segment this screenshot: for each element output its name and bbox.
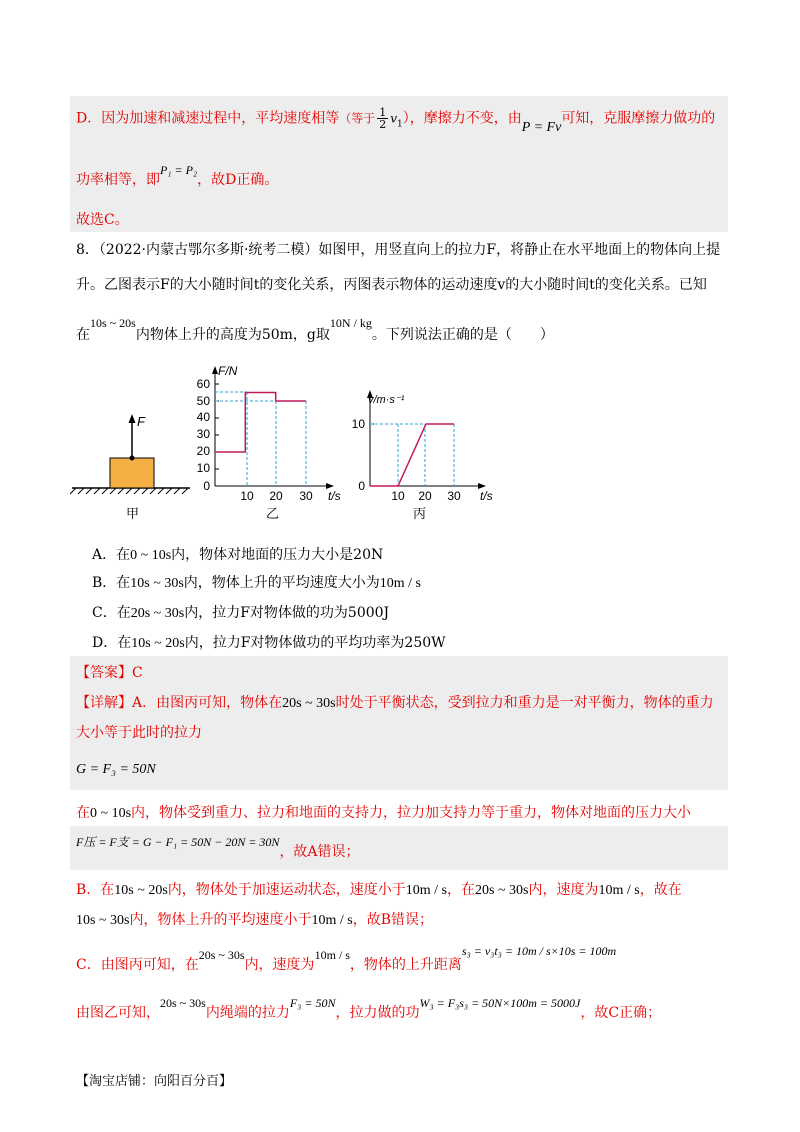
detail-a-line3: 在0 ~ 10s内，物体受到重力、拉力和地面的支持力，拉力加支持力等于重力，物体对地面的压力大小 [76, 805, 692, 821]
bing-x-ticks [391, 489, 461, 503]
yi-xlabel: t/s [328, 489, 341, 503]
yi-guides [215, 392, 306, 486]
option-a: A．在0 ~ 10s内，物体对地面的压力大小是20N [92, 547, 384, 563]
half-fraction: $\frac{1}{2}$ [379, 106, 387, 131]
force-arrow-head [129, 414, 136, 423]
yi-ytick: 60 [196, 377, 210, 391]
object-block [110, 458, 154, 488]
ground-hatching [70, 488, 188, 494]
bing-ylabel: v/m·s⁻¹ [368, 394, 405, 406]
bing-velocity-series [370, 424, 454, 486]
caption-bing: 丙 [413, 506, 427, 521]
force-label: F [137, 414, 145, 429]
bing-xlabel: t/s [480, 489, 493, 503]
yi-xtick: 30 [299, 489, 313, 503]
q8-line2: 升。乙图表示F的大小随时间t的变化关系，丙图表示物体的运动速度v的大小随时间t的变化关系。已知 [76, 277, 707, 293]
caption-yi: 乙 [266, 506, 280, 521]
yi-ytick: 40 [196, 410, 210, 424]
yi-ylabel: F/N [218, 364, 238, 378]
question-figure [70, 360, 510, 525]
q8-line1: 8．（2022·内蒙古鄂尔多斯·统考二模）如图甲，用竖直向上的拉力F，将静止在水平地面上的物体向上提 [76, 242, 721, 258]
figure-bing [352, 390, 493, 521]
footer-shop: 【淘宝店铺：向阳百分百】 [76, 1074, 233, 1089]
q8-line3: 在10s ~ 20s内物体上升的高度为50m，g取10N / kg。下列说法正确的是（ ） [76, 316, 554, 343]
detail-b-line1: B．在10s ~ 20s内，物体处于加速运动状态，速度小于10m / s，在20s ~ 30s内，速度为10m / s，故在 [76, 882, 682, 898]
detail-eq-g: G = F₃ = 50N [76, 762, 156, 777]
option-d: D．在10s ~ 20s内，拉力F对物体做功的平均功率为250W [92, 635, 446, 651]
yi-ytick: 10 [196, 461, 210, 475]
bing-xtick: 20 [418, 489, 432, 503]
yi-ytick: 30 [196, 427, 210, 441]
detail-c-line1: C．由图丙可知，在20s ~ 30s内，速度为10m / s，物体的上升距离s₃ = v₃t₃ = 10m / s×10s = 100m [76, 944, 617, 973]
yi-x-ticks [240, 489, 313, 503]
bing-ytick: 0 [358, 479, 365, 493]
bing-xtick: 10 [391, 489, 405, 503]
d-explain-line2: 功率相等，即P₁ = P₂，故D正确。 [76, 163, 279, 188]
detail-a-line1: 【详解】A．由图丙可知，物体在20s ~ 30s时处于平衡状态，受到拉力和重力是一对平衡力，物体的重力 [76, 695, 714, 711]
figure-yi [197, 364, 341, 521]
bing-ytick: 10 [351, 417, 365, 431]
yi-xtick: 10 [240, 489, 254, 503]
answer-line: 【答案】C [76, 665, 143, 681]
option-c: C．在20s ~ 30s内，拉力F对物体做的功为5000J [92, 605, 390, 621]
bing-xtick: 30 [447, 489, 461, 503]
detail-b-line2: 10s ~ 30s内，物体上升的平均速度小于10m / s，故B错误； [76, 912, 434, 928]
yi-ytick: 0 [203, 479, 210, 493]
yi-ytick: 20 [196, 444, 210, 458]
detail-c-line2: 由图乙可知，20s ~ 30s内绳端的拉力F₃ = 50N，拉力做的功W₃ = F₃s₃ = 50N×100m = 5000J，故C正确； [76, 996, 662, 1021]
yi-y-ticks [197, 377, 211, 493]
caption-jia: 甲 [126, 506, 140, 521]
detail-a-line2: 大小等于此时的拉力 [76, 725, 202, 741]
figure-jia [70, 414, 190, 521]
d-explain-line1: D．因为加速和减速过程中，平均速度相等（等于 $\frac{1}{2}$ $v_1$），摩擦力不变，由P = Fv可知，克服摩擦力做功的 [76, 106, 716, 135]
detail-eq-f-line: F压 = F支 = G − F₁ = 50N − 20N = 30N，故A错误； [76, 835, 360, 860]
d-explain-select: 故选C。 [76, 212, 129, 228]
option-b: B．在10s ~ 30s内，物体上升的平均速度大小为10m / s [92, 575, 422, 591]
yi-xtick: 20 [269, 489, 283, 503]
yi-ytick: 50 [196, 394, 210, 408]
